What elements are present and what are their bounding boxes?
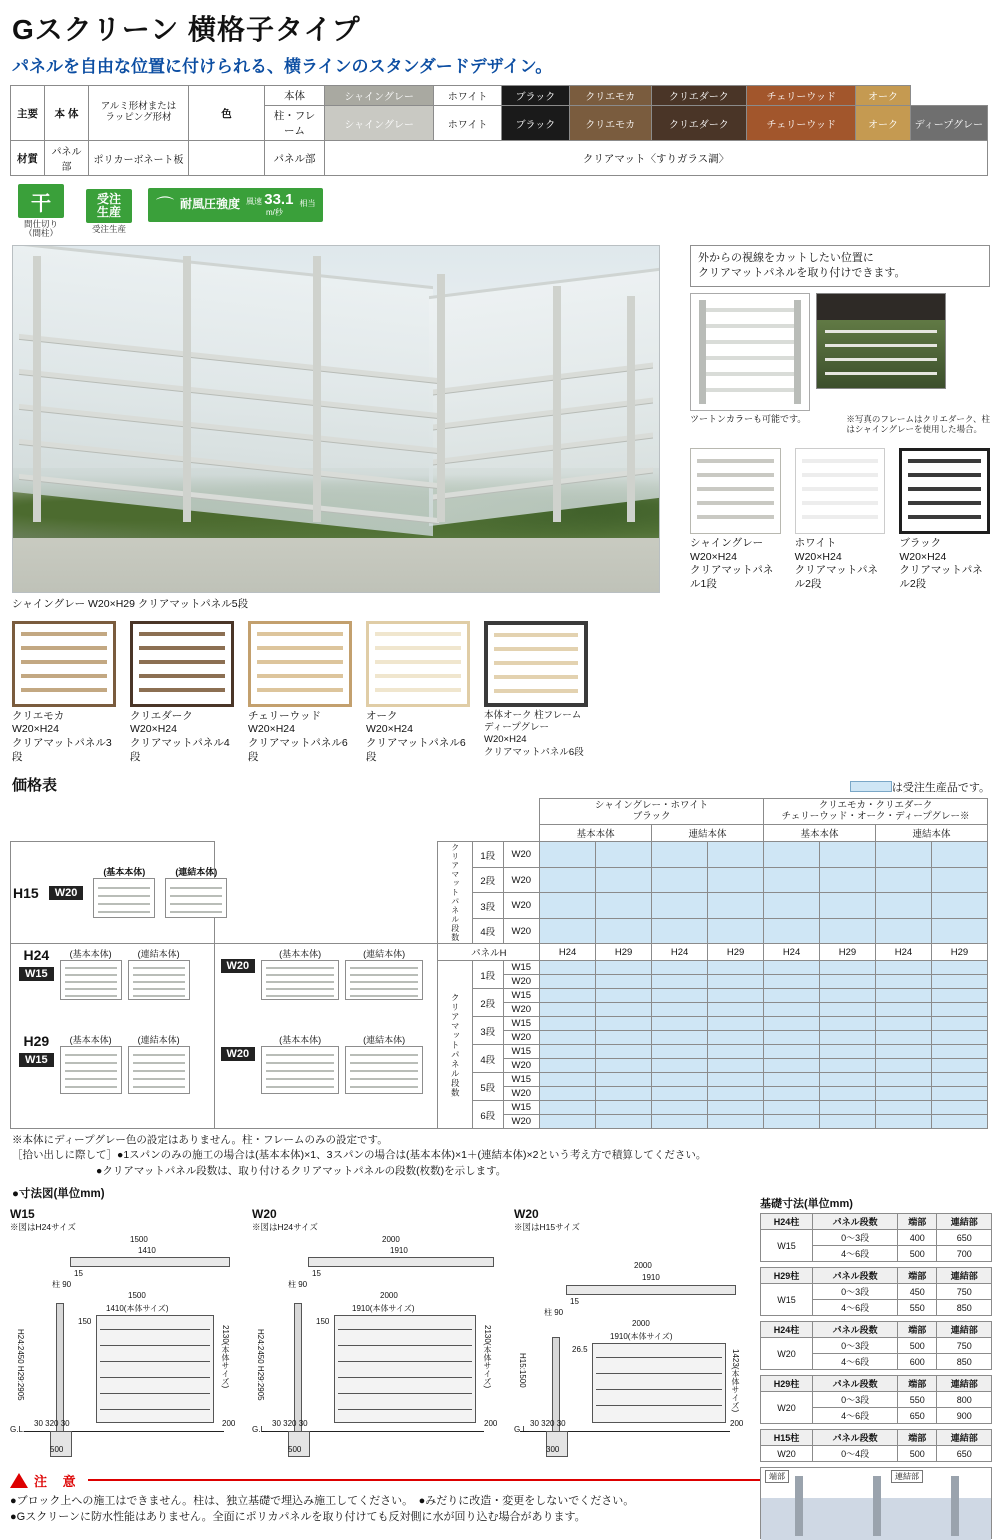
variant-name: ホワイト (794, 537, 837, 550)
h-col: H24 (540, 944, 596, 961)
dim-150: 150 (78, 1316, 92, 1326)
warning-line-2: ●Gスクリーンに防水性能はありません。全面にポリカパネルを取り付けても反対側に水が回り込む場合があります。 (10, 1511, 586, 1524)
variant-size: W20×H24 (690, 550, 737, 563)
ft-steps: 4〜6段 (812, 1246, 897, 1262)
h-col: H29 (820, 944, 876, 961)
h15-step-1: 1段 (473, 842, 504, 868)
h29-label: H29 (23, 1033, 50, 1050)
wind-equiv: 相当 (299, 199, 316, 209)
dim-total: 1423(本体サイズ) (731, 1348, 740, 1413)
ft-end: 400 (898, 1230, 937, 1246)
variant-row-bottom (12, 621, 990, 765)
h29-w15-link-caption: (連結本体) (137, 1035, 180, 1046)
panel-h-label: パネルH (438, 944, 540, 961)
ft-link: 750 (937, 1338, 992, 1354)
price-sub-basic-1: 基本本体 (540, 825, 652, 842)
variant-black (899, 448, 990, 592)
note-2: ［拾い出しに際して］●1スパンのみの施工の場合は(基本本体)×1、3スパンの場合は(基本本体)×1＋(連結本体)×2という考え方で積算してください。 (12, 1149, 707, 1162)
step-5: 5段 (473, 1073, 504, 1101)
dim-top-inner: 1410 (138, 1245, 156, 1255)
info-note: 外からの視線をカットしたい位置に クリアマットパネルを取り付けできます。 (690, 245, 990, 287)
dim-col-w20-h24 (252, 1207, 508, 1463)
variant-shinegrey (690, 448, 781, 592)
ft-col-end: 端部 (898, 1268, 937, 1284)
variant-panel: クリアマットパネル6段 (248, 736, 348, 763)
h29-w20-tag: W20 (221, 1047, 256, 1061)
dim-500: 500 (50, 1444, 64, 1454)
wind-badge (148, 188, 323, 222)
variant-name: チェリーウッド (248, 709, 321, 722)
ft-col-end: 端部 (898, 1214, 937, 1230)
dim-30-320-30: 30 320 30 (530, 1418, 566, 1428)
photo-note: ※写真のフレームはクリエダーク、柱 はシャイングレーを使用した場合。 (846, 413, 990, 434)
dimension-title: ●寸法図(単位mm) (12, 1187, 105, 1200)
ft-col-link: 連結部 (937, 1268, 992, 1284)
page-title: Gスクリーン 横格子タイプ (12, 14, 361, 45)
foundation-section (760, 1195, 992, 1539)
ft-col-steps: パネル段数 (812, 1268, 897, 1284)
price-row-h15 (11, 842, 218, 944)
step-4: 4段 (473, 1045, 504, 1073)
variant-dark (130, 621, 234, 765)
variant-oak (366, 621, 470, 765)
h15-step-4-w: W20 (503, 918, 540, 944)
ft-post: H24柱 (761, 1214, 813, 1230)
material-panel-value: ポリカーボネート板 (89, 141, 189, 176)
variant-name: 本体オーク 柱フレームディープグレー (484, 709, 582, 734)
h15-link-drawing (165, 878, 227, 918)
h24-label: H24 (23, 947, 50, 964)
dim-300: 300 (546, 1444, 560, 1454)
h24-w15-link-caption: (連結本体) (137, 949, 180, 960)
dim-w20b-label: W20 (514, 1206, 539, 1221)
color-body-cherry: チェリーウッド (747, 86, 856, 106)
ft-col-end: 端部 (898, 1322, 937, 1338)
price-sub-link-1: 連結本体 (652, 825, 764, 842)
dim-gl: G.L. (514, 1424, 530, 1434)
ft-link: 800 (937, 1392, 992, 1408)
dim-w20b-sub: ※図はH15サイズ (514, 1221, 580, 1232)
dim-col-w15 (10, 1207, 246, 1463)
price-cell (764, 842, 820, 868)
h24-panel-col-label: クリアマットパネル段数 (438, 961, 473, 1129)
dim-post-gap: 15 (570, 1296, 579, 1306)
step-1: 1段 (473, 961, 504, 989)
ft-steps: 4〜6段 (812, 1354, 897, 1370)
step-3: 3段 (473, 1017, 504, 1045)
foundation-table-5 (760, 1429, 992, 1462)
legend-text: は受注生産品です。 (891, 782, 990, 795)
h15-step-2-w: W20 (503, 867, 540, 893)
price-cell (708, 842, 764, 868)
h15-basic-caption: (基本本体) (103, 866, 146, 877)
color-frame-dark: クリエダーク (651, 106, 747, 141)
h29-w20-basic-caption: (基本本体) (279, 1035, 322, 1046)
dim-plan-inner: 1910(本体サイズ) (352, 1303, 415, 1313)
dim-total: 2130(本体サイズ) (483, 1324, 492, 1389)
color-label: 色 (189, 86, 265, 141)
variant-name: シャイングレー (690, 537, 764, 550)
price-cell (931, 842, 987, 868)
step-6-w20: W20 (503, 1115, 540, 1129)
color-body-black: ブラック (501, 86, 569, 106)
dim-post-gap: 15 (312, 1268, 321, 1278)
dim-plan-outer: 2000 (380, 1290, 398, 1300)
h24-w20-link-caption: (連結本体) (363, 949, 406, 960)
variant-size: W20×H24 (899, 550, 947, 563)
variant-size: W20×H24 (366, 723, 413, 736)
material-label-2: 材質 (11, 141, 45, 176)
color-frame-oak: オーク (856, 106, 910, 141)
variant-oak-deepgrey (484, 621, 588, 765)
variant-panel: クリアマットパネル6段 (366, 736, 466, 763)
warning-title: 注 意 (34, 1473, 82, 1489)
color-frame-black: ブラック (501, 106, 569, 141)
h29-w15-tag: W15 (19, 1053, 54, 1067)
ft-col-steps: パネル段数 (812, 1322, 897, 1338)
ft-end: 650 (898, 1408, 937, 1424)
variant-panel: クリアマットパネル2段 (794, 564, 879, 590)
h15-basic-drawing (93, 878, 155, 918)
ft-width: W20 (761, 1446, 813, 1462)
h24-w20-link-drawing (345, 960, 423, 1000)
badge-partition (12, 184, 70, 239)
panel-color-label: パネル部 (265, 141, 325, 176)
dim-200: 200 (222, 1418, 236, 1428)
ft-col-end: 端部 (898, 1376, 937, 1392)
dim-500: 500 (288, 1444, 302, 1454)
price-group-1: シャイングレー・ホワイト ブラック (540, 799, 764, 825)
price-cell (540, 842, 596, 868)
price-cell (820, 842, 876, 868)
note-3: ●クリアマットパネル段数は、取り付けるクリアマットパネルの段数(枚数)を示します。 (96, 1164, 507, 1177)
color-body-oak: オーク (856, 86, 910, 106)
ft-col-steps: パネル段数 (812, 1430, 897, 1446)
dim-post-gap: 15 (74, 1268, 83, 1278)
step-5-w20: W20 (503, 1087, 540, 1101)
step-5-w15: W15 (503, 1073, 540, 1087)
dim-30-320-30: 30 320 30 (272, 1418, 308, 1428)
foundation-table-4 (760, 1375, 992, 1424)
hero-caption: シャイングレー W20×H29 クリアマットパネル5段 (12, 597, 249, 610)
color-body-white: ホワイト (434, 86, 502, 106)
price-cell (875, 842, 931, 868)
ft-width: W15 (761, 1230, 813, 1262)
h15-step-3-w: W20 (503, 893, 540, 919)
dim-col-w20-h15 (514, 1207, 750, 1463)
step-4-w15: W15 (503, 1045, 540, 1059)
variant-white (795, 448, 886, 592)
variant-size: W20×H24 (248, 723, 295, 736)
foundation-title: 基礎寸法(単位mm) (760, 1198, 853, 1210)
h15-width-tag: W20 (49, 886, 84, 900)
dim-w20-sub: ※図はH24サイズ (252, 1221, 318, 1232)
ft-link: 850 (937, 1354, 992, 1370)
partition-icon: 干 (18, 184, 64, 218)
dim-200: 200 (730, 1418, 744, 1428)
variant-panel: クリアマットパネル2段 (899, 564, 983, 590)
variant-name: オーク (366, 709, 398, 722)
ft-col-link: 連結部 (937, 1214, 992, 1230)
dim-post-label: 柱 90 (288, 1279, 308, 1289)
found-label-end: 端部 (765, 1470, 789, 1483)
color-frame-shinegrey: シャイングレー (325, 106, 434, 141)
h24-w20-basic-caption: (基本本体) (279, 949, 322, 960)
dim-plan-inner: 1910(本体サイズ) (610, 1331, 673, 1341)
ft-col-end: 端部 (898, 1430, 937, 1446)
wind-title: 耐風圧強度 (180, 197, 241, 212)
variant-name: クリエモカ (12, 709, 65, 722)
ft-col-link: 連結部 (937, 1376, 992, 1392)
ft-link: 650 (937, 1230, 992, 1246)
ft-col-link: 連結部 (937, 1430, 992, 1446)
h-col: H29 (708, 944, 764, 961)
ft-end: 600 (898, 1354, 937, 1370)
panel-color-value: クリアマット〈すりガラス調〉 (325, 141, 988, 176)
dim-top-outer: 1500 (130, 1234, 148, 1244)
step-3-w15: W15 (503, 1017, 540, 1031)
h29-w20-basic-drawing (261, 1046, 339, 1094)
ft-end: 450 (898, 1284, 937, 1300)
ft-link: 750 (937, 1284, 992, 1300)
variant-moka (12, 621, 116, 765)
h-col: H24 (764, 944, 820, 961)
made-to-order-caption: 受注生産 (91, 223, 126, 234)
dim-heights: H24:2450 H29:2905 (256, 1328, 265, 1401)
step-3-w20: W20 (503, 1031, 540, 1045)
h-col: H29 (596, 944, 652, 961)
hero-photo (12, 245, 660, 593)
ft-post: H29柱 (761, 1268, 813, 1284)
price-cell (596, 842, 652, 868)
found-label-link: 連結部 (891, 1470, 923, 1483)
ft-link: 700 (937, 1246, 992, 1262)
dim-post-label: 柱 90 (544, 1307, 564, 1317)
foundation-diagram (760, 1467, 992, 1539)
dim-plan-outer: 2000 (632, 1318, 650, 1328)
ft-steps: 0〜3段 (812, 1284, 897, 1300)
h29-w20-link-drawing (345, 1046, 423, 1094)
price-group-2: クリエモカ・クリエダーク チェリーウッド・オーク・ディープグレー※ (764, 799, 988, 825)
foundation-table-1 (760, 1213, 992, 1262)
ft-width: W20 (761, 1392, 813, 1424)
step-1-w15: W15 (503, 961, 540, 975)
variant-size: W20×H24 (484, 734, 527, 746)
material-body-value: アルミ形材または ラッピング形材 (89, 86, 189, 141)
foundation-table-3 (760, 1321, 992, 1370)
dim-w15-label: W15 (10, 1206, 35, 1221)
h-col: H24 (652, 944, 708, 961)
h-col: H29 (931, 944, 987, 961)
foundation-table-2 (760, 1267, 992, 1316)
info-box (690, 245, 990, 592)
dim-total: 2130(本体サイズ) (221, 1324, 230, 1389)
price-sub-basic-2: 基本本体 (764, 825, 876, 842)
step-6: 6段 (473, 1101, 504, 1129)
step-2-w15: W15 (503, 989, 540, 1003)
ft-width: W15 (761, 1284, 813, 1316)
ft-steps: 0〜3段 (812, 1338, 897, 1354)
warning-line-1: ●ブロック上への施工はできません。柱は、独立基礎で埋込み施工してください。 ●みだりに改造・変更をしないでください。 (10, 1494, 635, 1507)
h24-w15-basic-drawing (60, 960, 122, 1000)
made-to-order-icon: 受注 生産 (86, 189, 132, 223)
color-row-frame-label: 柱・フレーム (265, 106, 325, 141)
ft-end: 500 (898, 1446, 937, 1462)
note-1: ※本体にディープグレー色の設定はありません。柱・フレームのみの設定です。 (12, 1134, 388, 1147)
badge-row (12, 184, 990, 239)
notes-block (12, 1133, 990, 1179)
ft-end: 500 (898, 1338, 937, 1354)
h24-w15-tag: W15 (19, 967, 54, 981)
ft-col-steps: パネル段数 (812, 1214, 897, 1230)
ft-link: 650 (937, 1446, 992, 1462)
dim-gl: G.L. (10, 1424, 26, 1434)
step-1-w20: W20 (503, 975, 540, 989)
h15-step-4: 4段 (473, 918, 504, 944)
step-4-w20: W20 (503, 1059, 540, 1073)
ft-end: 500 (898, 1246, 937, 1262)
variant-name: クリエダーク (130, 709, 193, 722)
ft-width: W20 (761, 1338, 813, 1370)
warning-triangle-icon (10, 1473, 28, 1488)
dim-post-label: 柱 90 (52, 1279, 72, 1289)
h15-step-1-w: W20 (503, 842, 540, 868)
h15-step-2: 2段 (473, 867, 504, 893)
h15-link-caption: (連結本体) (175, 866, 218, 877)
wind-icon: ⌒ (156, 195, 174, 216)
ft-col-link: 連結部 (937, 1322, 992, 1338)
variant-panel: クリアマットパネル1段 (690, 564, 774, 590)
twotone-caption: ツートンカラーも可能です。 (690, 413, 807, 424)
ft-steps: 0〜4段 (812, 1446, 897, 1462)
wind-speed: 風速 33.1 m/秒 (246, 191, 294, 217)
h-col: H24 (875, 944, 931, 961)
h24-w15-basic-caption: (基本本体) (69, 949, 112, 960)
h24-w15-link-drawing (128, 960, 190, 1000)
ft-col-steps: パネル段数 (812, 1376, 897, 1392)
dim-heights: H24:2450 H29:2905 (16, 1328, 25, 1401)
color-body-moka: クリエモカ (569, 86, 651, 106)
badge-made-to-order (80, 189, 138, 234)
h29-w15-basic-drawing (60, 1046, 122, 1094)
dim-gl: G.L. (252, 1424, 268, 1434)
step-2: 2段 (473, 989, 504, 1017)
h29-w15-link-drawing (128, 1046, 190, 1094)
dim-w15-sub: ※図はH24サイズ (10, 1221, 76, 1232)
material-col-body: 本 体 (45, 86, 89, 141)
twotone-photo (816, 293, 946, 389)
price-table-title: 価格表 (12, 777, 58, 795)
h15-step-3: 3段 (473, 893, 504, 919)
ft-steps: 0〜3段 (812, 1392, 897, 1408)
variant-size: W20×H24 (130, 723, 177, 736)
dim-top-inner: 1910 (390, 1245, 408, 1255)
ft-post: H15柱 (761, 1430, 813, 1446)
dim-plan-outer: 1500 (128, 1290, 146, 1300)
color-frame-moka: クリエモカ (569, 106, 651, 141)
h29-w20-link-caption: (連結本体) (363, 1035, 406, 1046)
ft-link: 850 (937, 1300, 992, 1316)
price-sub-link-2: 連結本体 (875, 825, 987, 842)
color-frame-deepgrey: ディープグレー (910, 106, 987, 141)
dim-plan-inner: 1410(本体サイズ) (106, 1303, 169, 1313)
partition-caption: 間仕切り （間柱） (23, 219, 58, 239)
dim-30-320-30: 30 320 30 (34, 1418, 70, 1428)
dim-top-inner: 1910 (642, 1272, 660, 1282)
legend-swatch (850, 781, 892, 792)
ft-post: H24柱 (761, 1322, 813, 1338)
ft-steps: 4〜6段 (812, 1300, 897, 1316)
color-frame-white: ホワイト (434, 106, 502, 141)
variant-panel: クリアマットパネル6段 (484, 746, 584, 758)
material-table (10, 85, 988, 176)
dim-200: 200 (484, 1418, 498, 1428)
ft-link: 900 (937, 1408, 992, 1424)
page-subtitle: パネルを自由な位置に付けられる、横ラインのスタンダードデザイン。 (12, 57, 553, 76)
variant-size: W20×H24 (12, 723, 59, 736)
dim-top-outer: 2000 (634, 1260, 652, 1270)
variant-cherry (248, 621, 352, 765)
dim-w20-label: W20 (252, 1206, 277, 1221)
step-2-w20: W20 (503, 1003, 540, 1017)
step-6-w15: W15 (503, 1101, 540, 1115)
variant-panel: クリアマットパネル3段 (12, 736, 112, 763)
ft-steps: 4〜6段 (812, 1408, 897, 1424)
h24-w20-tag: W20 (221, 959, 256, 973)
variant-name: ブラック (899, 537, 942, 550)
variant-size: W20×H24 (794, 550, 842, 563)
color-frame-cherry: チェリーウッド (747, 106, 856, 141)
material-label-1: 主要 (11, 86, 45, 141)
dim-top-outer: 2000 (382, 1234, 400, 1244)
h29-w15-basic-caption: (基本本体) (69, 1035, 112, 1046)
h15-label: H15 (13, 884, 39, 901)
color-body-dark: クリエダーク (651, 86, 747, 106)
ft-post: H29柱 (761, 1376, 813, 1392)
color-body-shinegrey: シャイングレー (325, 86, 434, 106)
variant-panel: クリアマットパネル4段 (130, 736, 230, 763)
dim-150: 150 (316, 1316, 330, 1326)
price-cell (652, 842, 708, 868)
color-row-body-label: 本体 (265, 86, 325, 106)
h15-panel-col-label: クリアマットパネル段数 (438, 842, 473, 944)
ft-end: 550 (898, 1300, 937, 1316)
h24-w20-basic-drawing (261, 960, 339, 1000)
ft-steps: 0〜3段 (812, 1230, 897, 1246)
material-col-panel: パネル部 (45, 141, 89, 176)
dim-heights: H15:1500 (518, 1352, 527, 1388)
ft-end: 550 (898, 1392, 937, 1408)
price-table (10, 798, 988, 1129)
twotone-drawing (690, 293, 810, 411)
dim-265: 26.5 (572, 1344, 588, 1354)
